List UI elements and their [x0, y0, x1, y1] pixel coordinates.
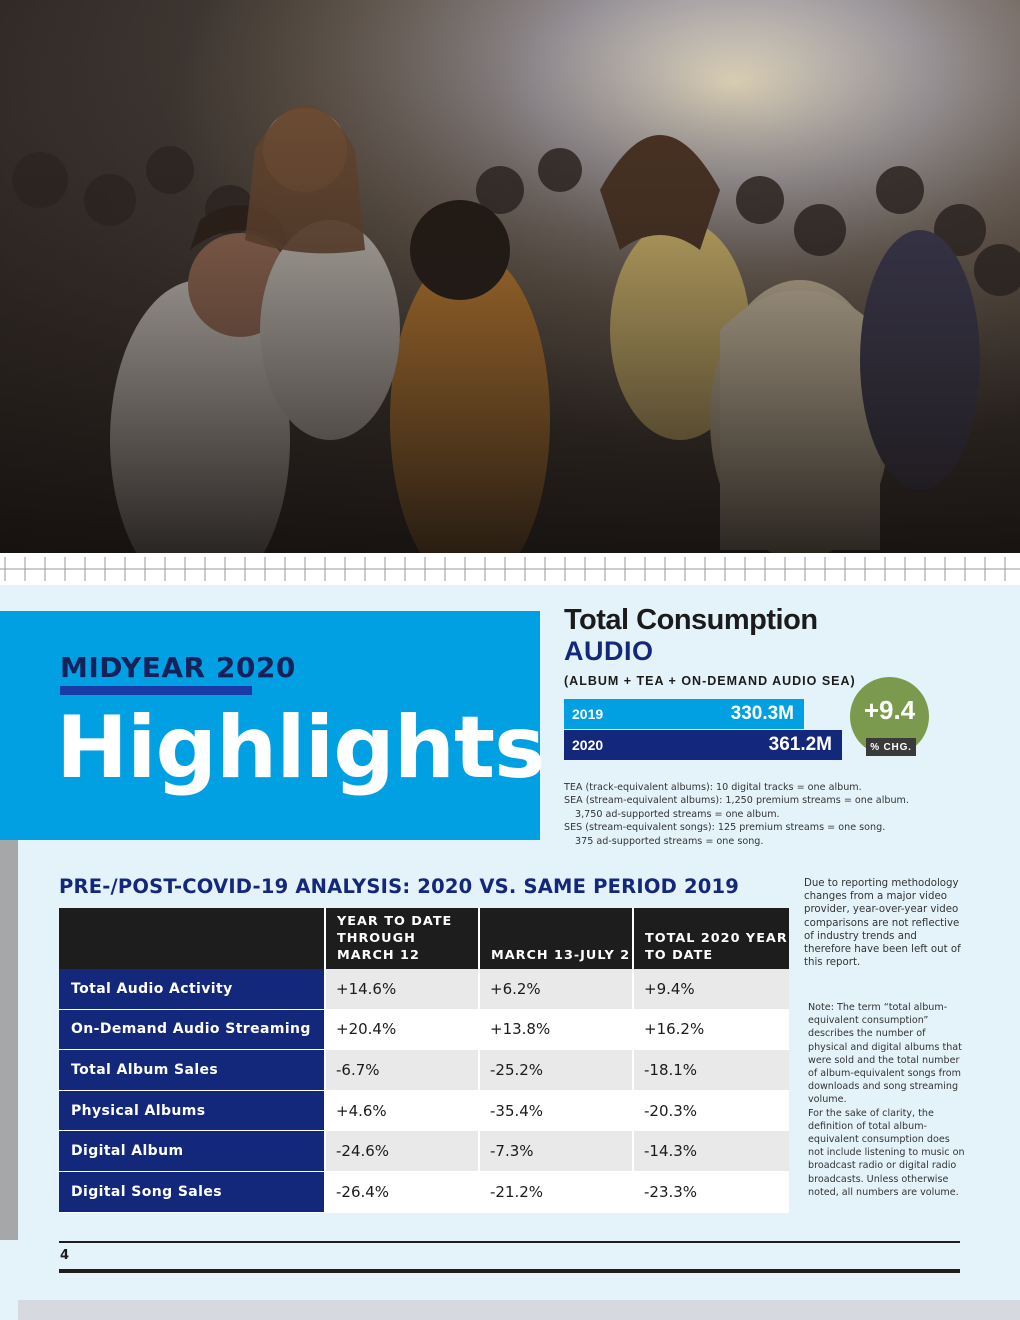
cell-value: -26.4% [326, 1172, 480, 1213]
pct-change-value: +9.4 [863, 695, 916, 725]
bar-2019-year: 2019 [572, 706, 604, 722]
def-sea: SEA (stream-equivalent albums): 1,250 premium streams = one album. [564, 795, 909, 807]
table-row [59, 1050, 789, 1091]
edge-bar [0, 840, 18, 1240]
row-label: Physical Albums [59, 1091, 326, 1132]
kicker-underline [60, 686, 252, 695]
total-consumption-subtitle: AUDIO [564, 636, 654, 666]
def-ses-ad: 375 ad-supported streams = one song. [575, 835, 764, 847]
bottom-strip [18, 1300, 1020, 1320]
row-label: Total Album Sales [59, 1050, 326, 1091]
header-cell-total-2020: TOTAL 2020 YEAR TO DATE [645, 931, 788, 963]
table-row [59, 1172, 789, 1213]
definitions [564, 781, 909, 848]
table-row [59, 1010, 789, 1051]
def-ses: SES (stream-equivalent songs): 125 premium streams = one song. [564, 822, 886, 834]
bar-2020-value: 361.2M [768, 734, 832, 755]
ruler-strip [0, 553, 1020, 585]
video-methodology-note: Due to reporting methodology changes from a major video provider, year-over-year video comparisons are not reflective of industry trends and therefore have been left out of this report. [804, 878, 961, 969]
note-paragraph-1: Note: The term “total album-equivalent consumption” describes the number of physical and digital albums that were sold and the total number of album-equivalent songs from downloads and song streaming volume. [808, 1002, 962, 1106]
cell-value: +14.6% [326, 969, 480, 1010]
cell-value: -23.3% [634, 1172, 789, 1213]
cell-value: -14.3% [634, 1131, 789, 1172]
pct-change-label: % CHG. [866, 738, 916, 756]
highlights-kicker: MIDYEAR 2020 [60, 651, 296, 684]
cell-value: +9.4% [634, 969, 789, 1010]
cell-value: -20.3% [634, 1091, 789, 1132]
footer-rule-top [59, 1241, 960, 1243]
def-tea: TEA (track-equivalent albums): 10 digital tracks = one album. [564, 782, 862, 793]
header-cell-label [59, 908, 326, 969]
page-number: 4 [60, 1248, 70, 1263]
header-cell-ytd-march12: YEAR TO DATE THROUGH MARCH 12 [326, 908, 480, 969]
total-consumption-note: (ALBUM + TEA + ON-DEMAND AUDIO SEA) [564, 674, 856, 688]
cell-value: +4.6% [326, 1091, 480, 1132]
table-header-row [59, 908, 789, 969]
cell-value: -7.3% [480, 1131, 634, 1172]
bar-2019-value: 330.3M [730, 703, 794, 724]
note-paragraph-2: For the sake of clarity, the definition of total album-equivalent consumption does not include listening to music on broadcast radio or digital radio broadcasts. Unless otherwise noted, all numbers are volume. [808, 1107, 965, 1198]
row-label: Digital Album [59, 1131, 326, 1172]
hero-photo [0, 0, 1020, 553]
def-sea-ad: 3,750 ad-supported streams = one album. [575, 808, 780, 820]
header-cell-march13-july2: MARCH 13-JULY 2 [480, 908, 634, 969]
table-row [59, 1091, 789, 1132]
cell-value: -6.7% [326, 1050, 480, 1091]
row-label: On-Demand Audio Streaming [59, 1010, 326, 1051]
table-row [59, 1131, 789, 1172]
cell-value: +20.4% [326, 1010, 480, 1051]
total-consumption-title: Total Consumption [564, 604, 818, 636]
ruler-ticks-icon [0, 553, 1020, 585]
cell-value: -35.4% [480, 1091, 634, 1132]
cell-value: -18.1% [634, 1050, 789, 1091]
cell-value: -25.2% [480, 1050, 634, 1091]
cell-value: +13.8% [480, 1010, 634, 1051]
footer-rule-bottom [59, 1269, 960, 1273]
cell-value: +16.2% [634, 1010, 789, 1051]
cell-value: -24.6% [326, 1131, 480, 1172]
concert-crowd-photo-icon [0, 0, 1020, 553]
cell-value: -21.2% [480, 1172, 634, 1213]
analysis-title: PRE-/POST-COVID-19 ANALYSIS: 2020 VS. SAME PERIOD 2019 [59, 875, 740, 898]
bar-2019 [564, 699, 804, 729]
row-label: Digital Song Sales [59, 1172, 326, 1213]
bar-2020 [564, 730, 842, 760]
album-consumption-note [808, 1001, 966, 1199]
row-label: Total Audio Activity [59, 969, 326, 1010]
table-row [59, 969, 789, 1010]
highlights-title: Highlights [56, 698, 545, 798]
cell-value: +6.2% [480, 969, 634, 1010]
bar-2020-year: 2020 [572, 737, 604, 753]
analysis-table [59, 908, 789, 1213]
